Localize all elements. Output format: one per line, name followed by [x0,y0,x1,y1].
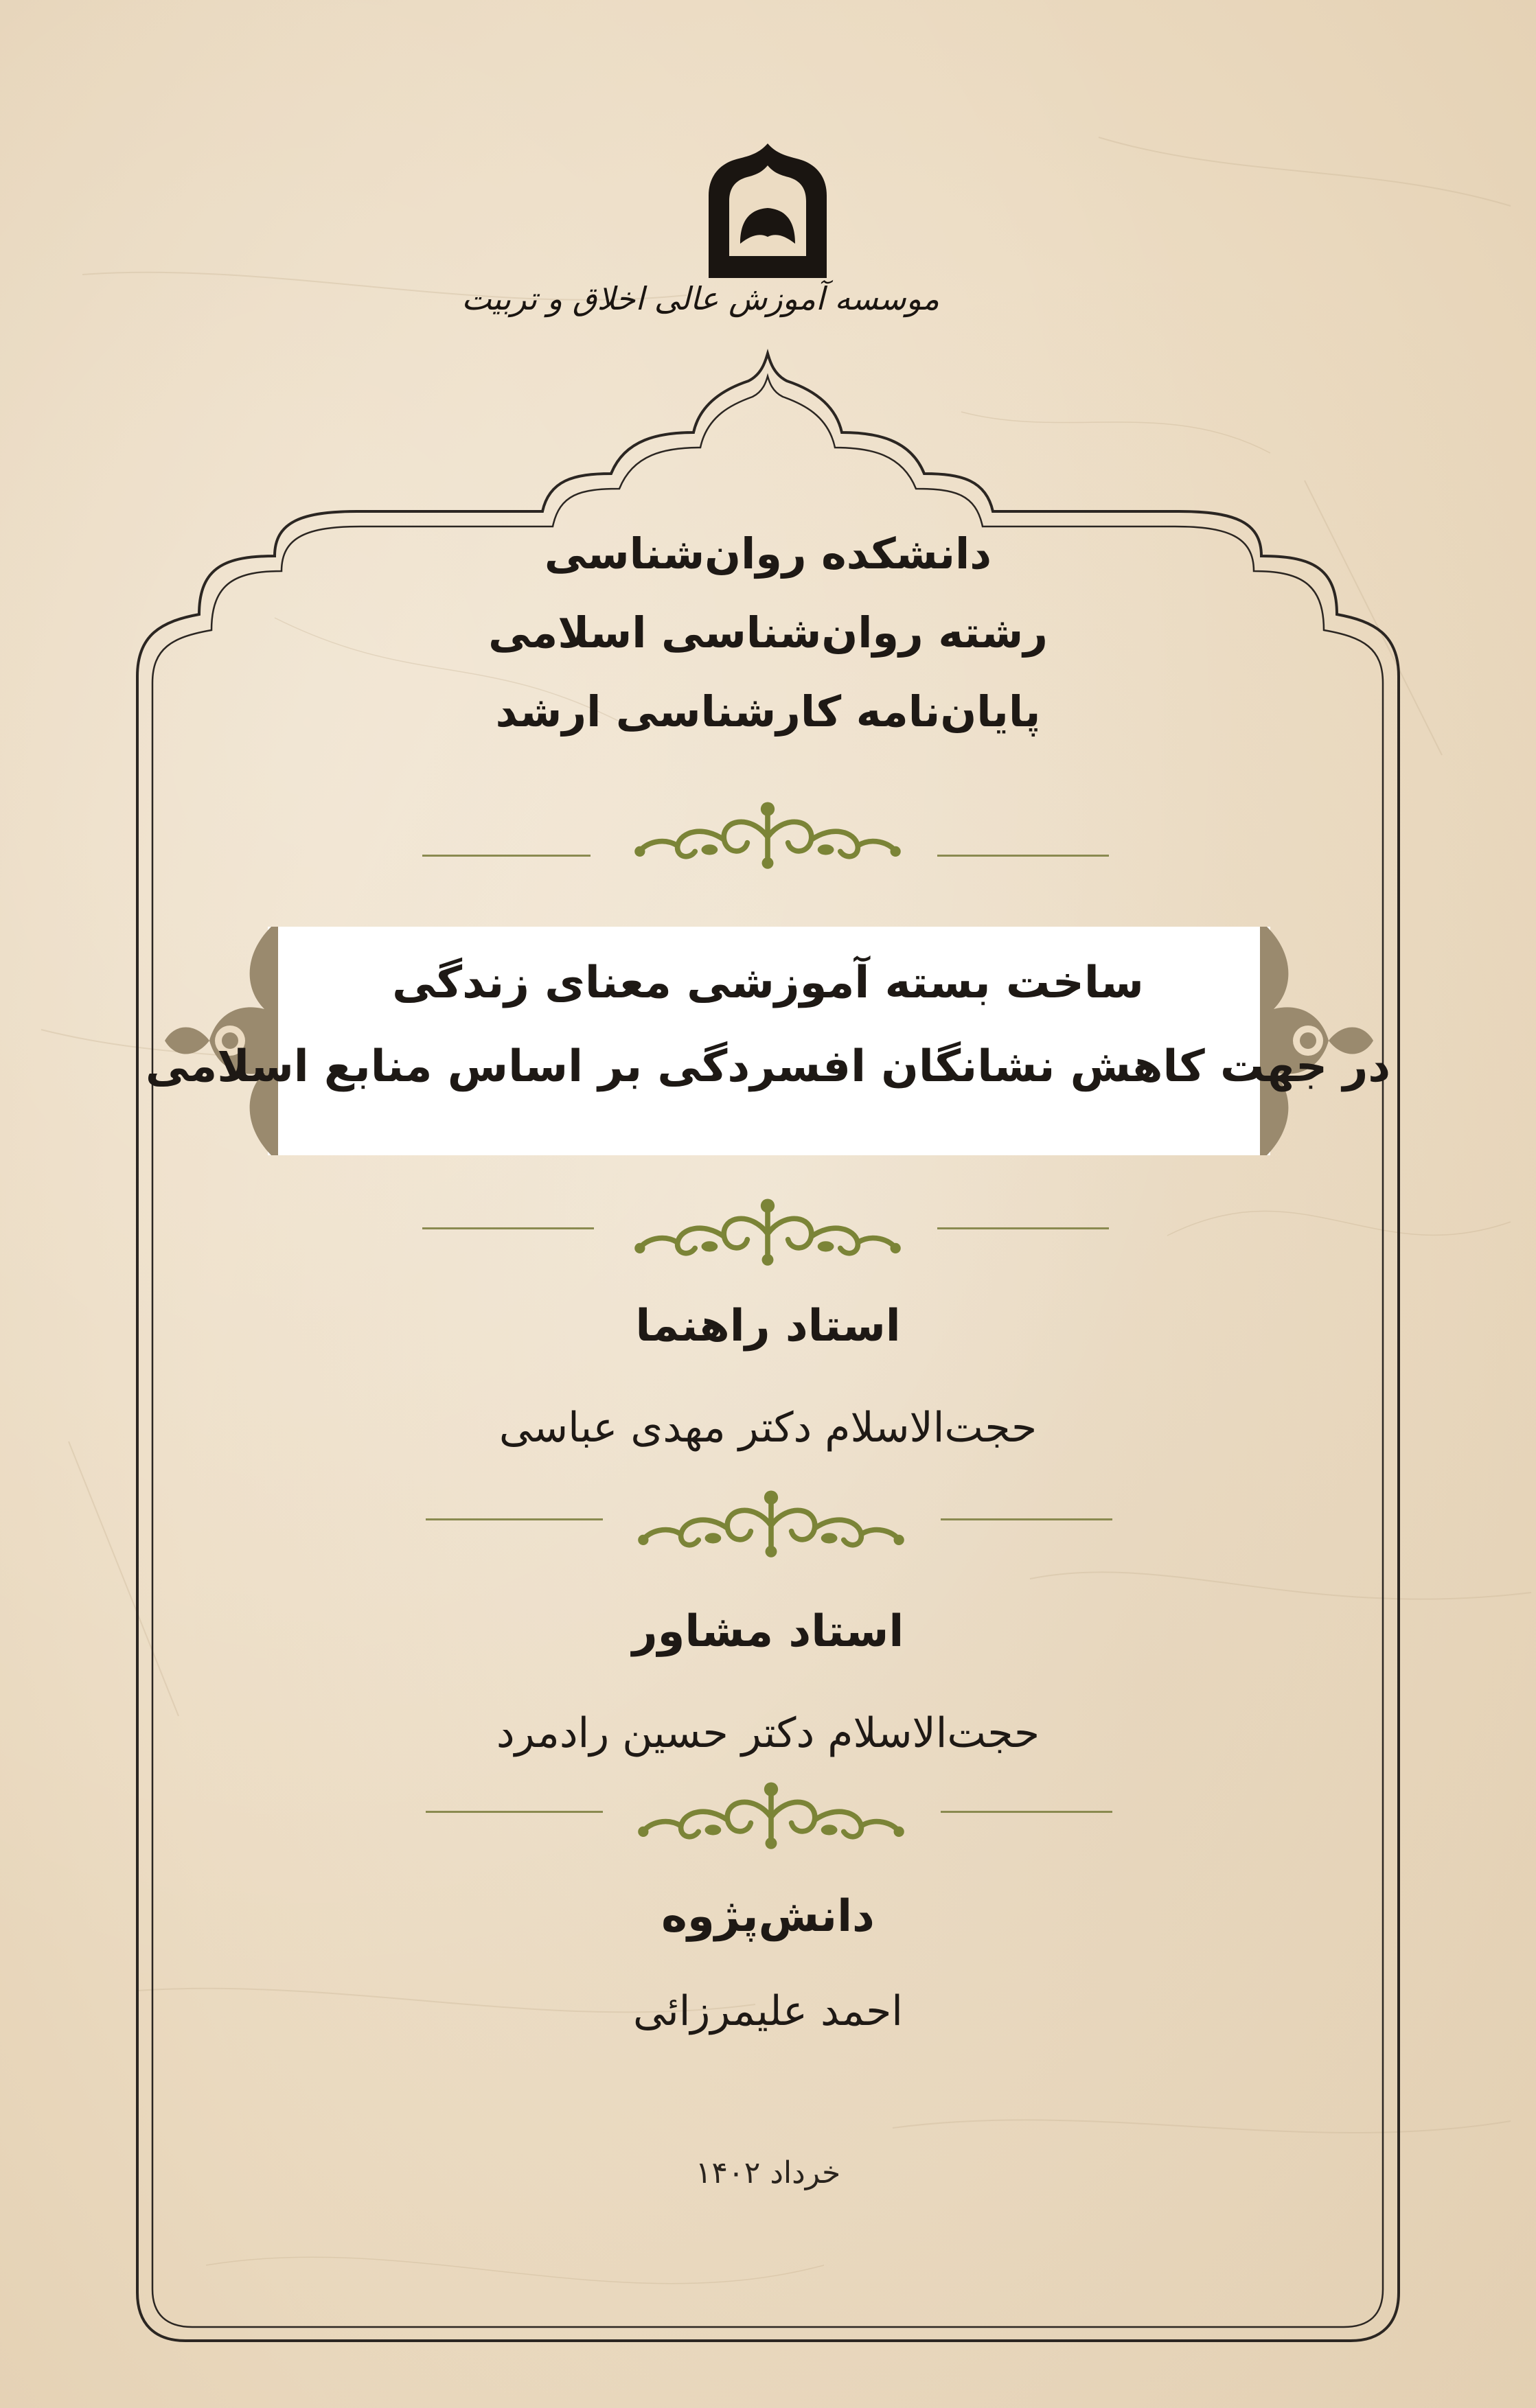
divider-line [941,1518,1112,1520]
major-heading: رشته روان‌شناسی اسلامی [488,607,1048,658]
divider-line [937,855,1109,857]
thesis-title-line-2: در جهت کاهش نشانگان افسردگی بر اساس منابع اسلامی [145,1041,1391,1092]
faculty-heading: دانشکده روان‌شناسی [544,529,992,579]
divider-line [422,855,591,857]
divider-line [941,1811,1112,1813]
divider-line [426,1811,603,1813]
degree-heading: پایان‌نامه کارشناسی ارشد [495,686,1041,737]
advisor-name: حجت‌الاسلام دکتر حسین رادمرد [496,1709,1040,1757]
divider-line [426,1518,603,1520]
institute-logo [699,141,836,281]
student-name: احمد علیمرزائی [633,1987,903,2035]
student-role: دانش‌پژوه [661,1891,875,1942]
thesis-title-line-1: ساخت بسته آموزشی معنای زندگی [392,958,1144,1008]
supervisor-role: استاد راهنما [635,1301,901,1352]
institute-name-caption: موسسه آموزش عالی اخلاق و تربیت [461,280,939,317]
floral-ornament [596,1193,939,1269]
advisor-role: استاد مشاور [632,1606,904,1657]
supervisor-name: حجت‌الاسلام دکتر مهدی عباسی [498,1404,1038,1452]
divider-line [937,1227,1109,1229]
defense-date: خرداد ۱۴۰۲ [695,2155,841,2190]
floral-ornament [596,796,939,872]
divider-line [422,1227,594,1229]
floral-ornament [599,1485,943,1560]
floral-ornament [599,1776,943,1852]
